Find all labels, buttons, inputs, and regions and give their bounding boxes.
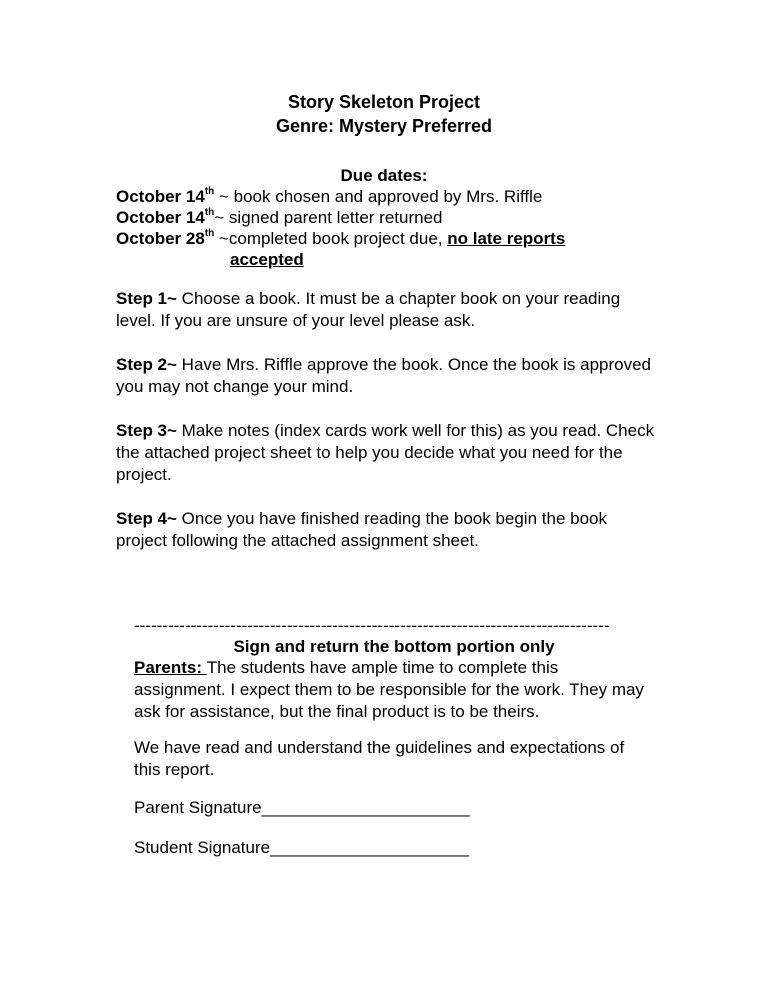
due-date: October 14 bbox=[116, 208, 205, 227]
due-date-text: ~completed book project due, bbox=[214, 229, 448, 248]
step-1 bbox=[116, 288, 656, 332]
due-date-row bbox=[116, 186, 542, 207]
step-text: Choose a book. It must be a chapter book on your reading level. If you are unsure of your level please ask. bbox=[116, 289, 621, 330]
date-suffix: th bbox=[204, 207, 215, 219]
genre-subtitle: Genre: Mystery Preferred bbox=[275, 116, 493, 136]
step-label: Step 2~ bbox=[116, 355, 177, 374]
step-text: Once you have finished reading the book begin the book project following the attached assignment sheet. bbox=[116, 509, 607, 550]
parents-note-text: The students have ample time to complete this assignment. I expect them to be responsible for the work. They may ask for assistance, but the final product is to be theirs. bbox=[134, 658, 644, 721]
due-date-text: ~ signed parent letter returned bbox=[214, 208, 443, 227]
due-date-row-continuation bbox=[230, 249, 304, 270]
acknowledgement-text: We have read and understand the guidelines and expectations of this report. bbox=[134, 738, 625, 779]
due-date: October 28 bbox=[116, 229, 205, 248]
step-text: Have Mrs. Riffle approve the book. Once the book is approved you may not change your mind. bbox=[116, 355, 652, 396]
cut-line: ------------------------------------------------------------------------------------ bbox=[134, 616, 610, 635]
no-late-reports-emphasis: no late reports bbox=[447, 229, 566, 248]
parent-signature-line: Parent Signature______________________ bbox=[134, 798, 470, 817]
step-2 bbox=[116, 354, 656, 398]
date-suffix: th bbox=[204, 228, 215, 240]
due-date: October 14 bbox=[116, 187, 205, 206]
step-label: Step 1~ bbox=[116, 289, 177, 308]
step-3 bbox=[116, 420, 656, 486]
due-date-row bbox=[116, 228, 565, 249]
student-signature-line: Student Signature_____________________ bbox=[134, 838, 469, 857]
step-label: Step 4~ bbox=[116, 509, 177, 528]
return-slip-heading: Sign and return the bottom portion only bbox=[233, 637, 555, 656]
step-text: Make notes (index cards work well for this) as you read. Check the attached project sheet to help you decide what you need for the project. bbox=[116, 421, 655, 484]
parents-label: Parents: bbox=[134, 658, 207, 677]
page-title: Story Skeleton Project bbox=[287, 92, 481, 112]
date-suffix: th bbox=[204, 186, 215, 198]
due-date-text: ~ book chosen and approved by Mrs. Riffle bbox=[214, 187, 543, 206]
due-dates-heading: Due dates: bbox=[340, 166, 428, 185]
due-date-row bbox=[116, 207, 443, 228]
parents-note bbox=[134, 657, 654, 723]
step-label: Step 3~ bbox=[116, 421, 177, 440]
step-4 bbox=[116, 508, 656, 552]
accepted-emphasis: accepted bbox=[230, 250, 304, 269]
